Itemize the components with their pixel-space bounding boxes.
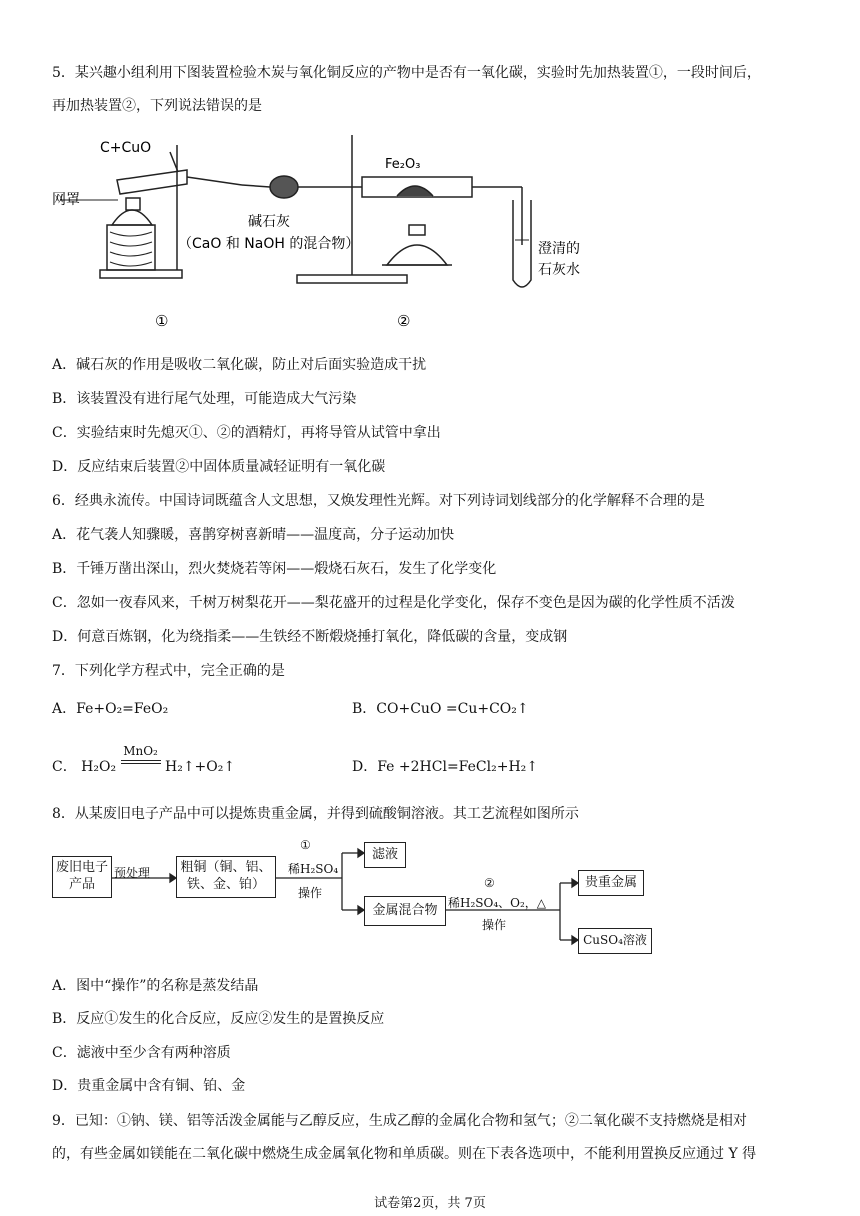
q8-flow-chart bbox=[52, 838, 652, 958]
flow-arrows bbox=[52, 838, 652, 958]
label-limewater-2: 石灰水 bbox=[538, 262, 580, 278]
q8-option-a: A．图中“操作”的名称是蒸发结晶 bbox=[52, 978, 259, 994]
q5-apparatus-figure bbox=[52, 130, 652, 340]
flow-step1-reagent: 稀H₂SO₄ bbox=[288, 862, 339, 876]
q6-option-a: A．花气袭人知骤暖，喜鹊穿树喜新晴——温度高，分子运动加快 bbox=[52, 527, 455, 543]
flow-label-pretreat: 预处理 bbox=[114, 866, 151, 880]
q5-option-b: B．该装置没有进行尾气处理，可能造成大气污染 bbox=[52, 391, 357, 407]
q5-option-a: A．碱石灰的作用是吸收二氧化碳，防止对后面实验造成干扰 bbox=[52, 357, 427, 373]
flow-box-metal-mix: 金属混合物 bbox=[364, 896, 446, 926]
q7-c-catalyst: MnO₂ bbox=[123, 744, 158, 758]
label-limewater-1: 澄清的 bbox=[538, 241, 580, 257]
q7-a-equation: Fe+O₂=FeO₂ bbox=[76, 701, 169, 717]
q6-stem: 6．经典永流传。中国诗词既蕴含人文思想，又焕发理性光辉。对下列诗词划线部分的化学解释不合理的是 bbox=[52, 493, 705, 509]
q8-stem: 8．从某废旧电子产品中可以提炼贵重金属，并得到硫酸铜溶液。其工艺流程如图所示 bbox=[52, 806, 579, 822]
flow-box-cuso4: CuSO₄溶液 bbox=[578, 928, 652, 954]
flow-step2-op: 操作 bbox=[482, 918, 507, 932]
q6-option-d: D．何意百炼钢，化为绕指柔——生铁经不断煅烧捶打氧化，降低碳的含量，变成钢 bbox=[52, 629, 568, 645]
q7-option-d bbox=[352, 756, 538, 776]
q7-d-label: D． bbox=[352, 759, 378, 775]
q7-c-right: H₂↑+O₂↑ bbox=[165, 759, 236, 775]
label-fe2o3: Fe₂O₃ bbox=[385, 157, 421, 172]
flow-step2-reagent: 稀H₂SO₄、O₂，△ bbox=[448, 896, 547, 910]
q5-option-d: D．反应结束后装置②中固体质量减轻证明有一氧化碳 bbox=[52, 459, 386, 475]
apparatus-drawing bbox=[52, 130, 652, 340]
label-soda-lime-desc: （CaO 和 NaOH 的混合物） bbox=[178, 236, 360, 252]
q6-option-c: C．忽如一夜春风来，千树万树梨花开——梨花盛开的过程是化学变化，保存不变色是因为碳的化学性质不活泼 bbox=[52, 595, 735, 611]
q7-c-label: C． bbox=[52, 759, 77, 775]
q7-b-label: B． bbox=[352, 701, 377, 717]
flow-step2-num: ② bbox=[484, 876, 495, 890]
flow-box-waste: 废旧电子产品 bbox=[52, 856, 112, 898]
q6-option-b: B．千锤万凿出深山，烈火焚烧若等闲——煅烧石灰石，发生了化学变化 bbox=[52, 561, 497, 577]
q7-option-c bbox=[52, 740, 236, 775]
q8-option-b: B．反应①发生的化合反应，反应②发生的是置换反应 bbox=[52, 1011, 385, 1027]
q7-d-equation: Fe +2HCl=FeCl₂+H₂↑ bbox=[377, 759, 539, 775]
q7-c-left: H₂O₂ bbox=[81, 759, 117, 775]
q7-a-label: A． bbox=[52, 701, 77, 717]
q9-line2: 的，有些金属如镁能在二氧化碳中燃烧生成金属氧化物和单质碳。则在下表各选项中，不能利用置换反应通过 Y 得 bbox=[52, 1146, 757, 1162]
page-footer: 试卷第2页，共 7页 bbox=[374, 1196, 486, 1211]
flow-box-precious: 贵重金属 bbox=[578, 870, 644, 896]
q8-option-c: C．滤液中至少含有两种溶质 bbox=[52, 1045, 231, 1061]
label-soda-lime: 碱石灰 bbox=[248, 214, 290, 230]
q9-line1: 9．已知：①钠、镁、铝等活泼金属能与乙醇反应，生成乙醇的金属化合物和氢气；②二氧化碳不支持燃烧是相对 bbox=[52, 1113, 747, 1129]
q7-c-arrow bbox=[121, 744, 161, 764]
flow-step1-num: ① bbox=[300, 838, 311, 852]
q7-b-equation: CO+CuO =Cu+CO₂↑ bbox=[376, 701, 529, 717]
q7-option-a bbox=[52, 698, 168, 718]
q7-c-double-line bbox=[121, 760, 161, 764]
q8-option-d: D．贵重金属中含有铜、铂、金 bbox=[52, 1078, 246, 1094]
q7-stem: 7．下列化学方程式中，完全正确的是 bbox=[52, 663, 285, 679]
q5-stem-line2: 再加热装置②，下列说法错误的是 bbox=[52, 98, 262, 114]
q5-option-c: C．实验结束时先熄灭①、②的酒精灯，再将导管从试管中拿出 bbox=[52, 425, 441, 441]
label-device-2: ② bbox=[397, 312, 411, 330]
label-wangzhao: 网罩 bbox=[52, 192, 80, 208]
label-c-cuo: C+CuO bbox=[100, 140, 152, 156]
q5-stem-line1: 5．某兴趣小组利用下图装置检验木炭与氧化铜反应的产物中是否有一氧化碳，实验时先加热装置①，一段时间后， bbox=[52, 65, 761, 81]
flow-box-filtrate: 滤液 bbox=[364, 842, 406, 868]
flow-step1-op: 操作 bbox=[298, 886, 323, 900]
label-device-1: ① bbox=[155, 312, 169, 330]
q7-option-b bbox=[352, 698, 529, 718]
flow-box-crude-cu: 粗铜（铜、铝、铁、金、铂） bbox=[176, 856, 276, 898]
